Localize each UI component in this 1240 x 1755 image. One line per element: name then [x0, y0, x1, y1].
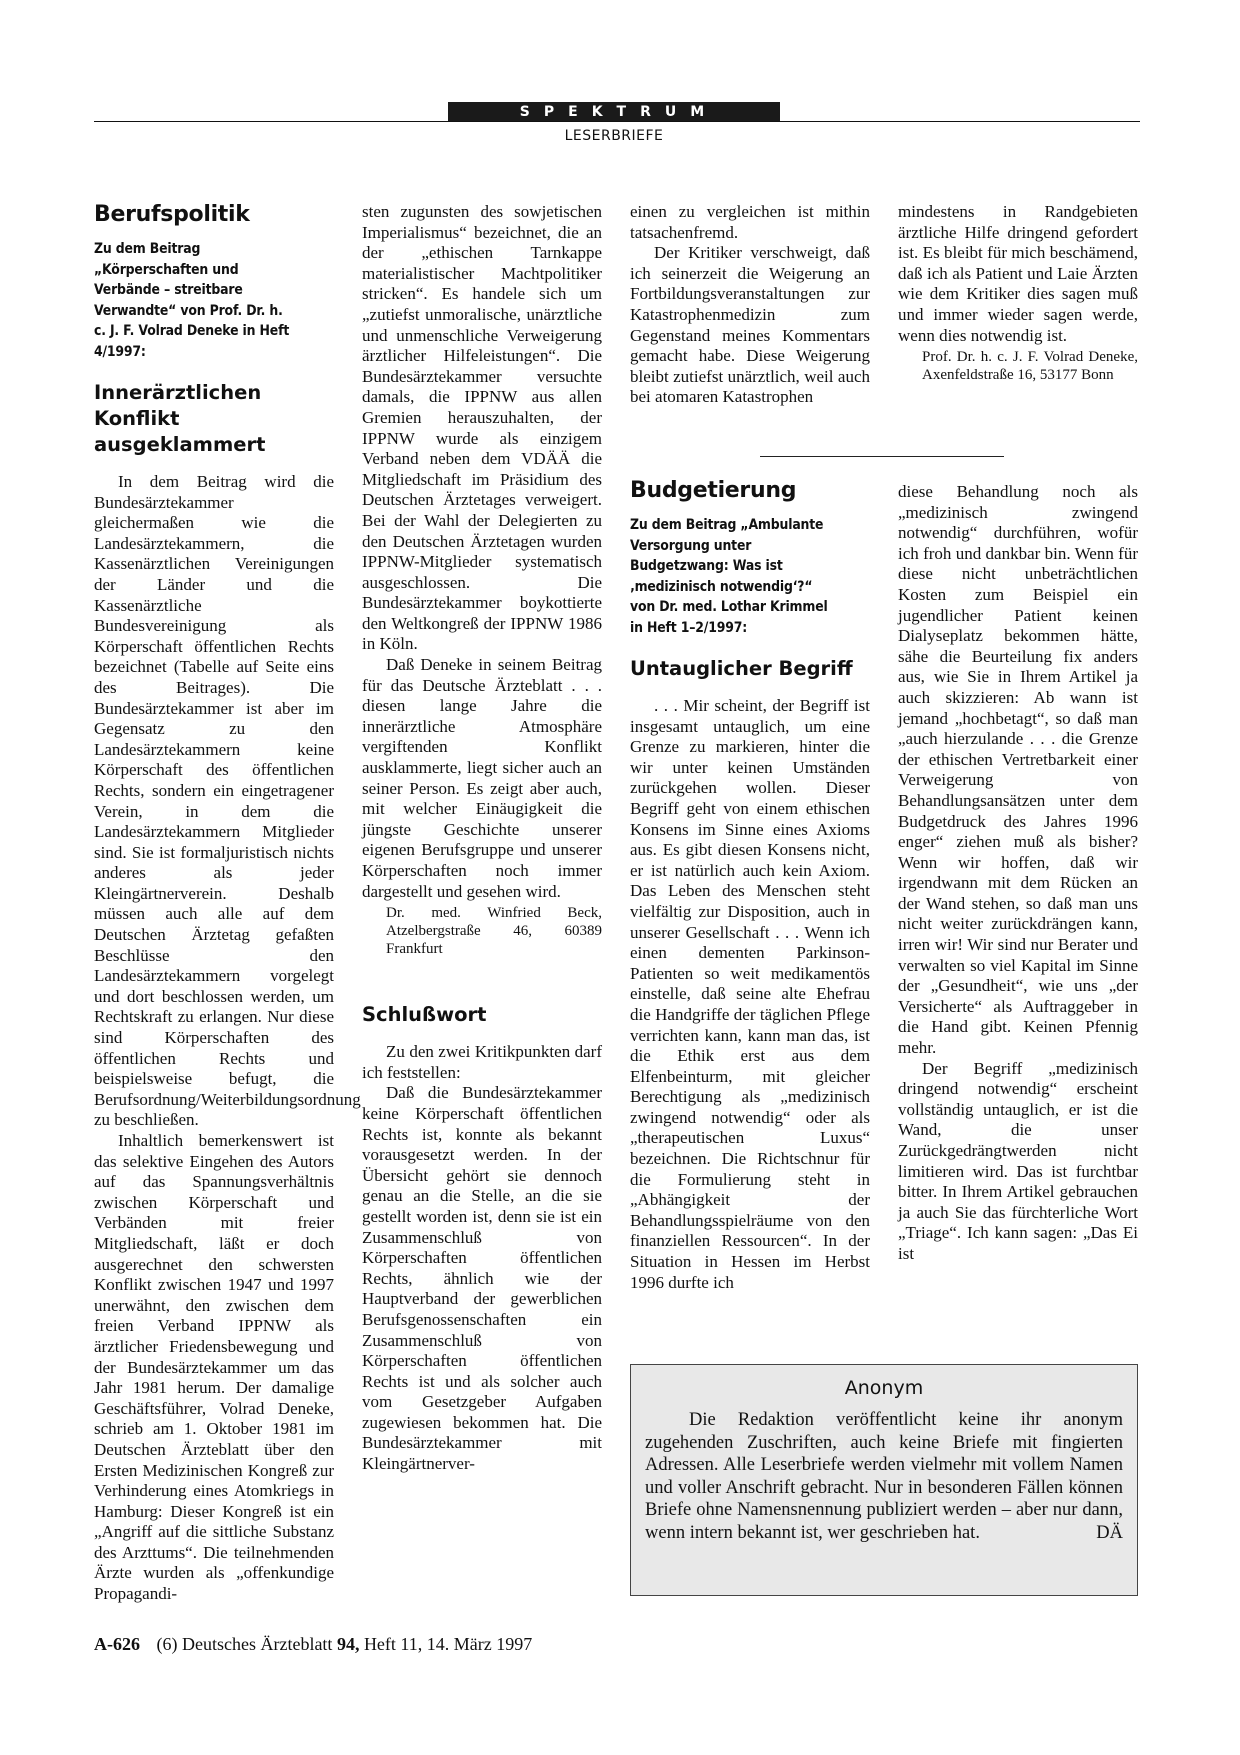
section-banner: SPEKTRUM: [448, 102, 780, 122]
section-subtitle: LESERBRIEFE: [564, 128, 664, 144]
letter-paragraph: Zu den zwei Kritikpunkten darf ich feststellen:: [362, 1042, 602, 1082]
notice-title: Anonym: [844, 1377, 924, 1399]
letter-paragraph: Daß die Bundesärztekammer keine Körperschaft öffentlichen Rechts ist, konnte als bekannt vorausgesetzt werden. In der Übersicht gehört sie dennoch genau an die Stelle, an die sie gestellt worden ist, denn sie ist ein Zusammenschluß von Körperschaften öffentlichen Rechts, ähnlich wie der Hauptverband der gewerblichen Berufsgenossenschaften ein Zusammenschluß von Körperschaften öffentlichen Rechts ist und als solcher auch vom Gesetzgeber Aufgaben zugewiesen bekommen hat. Die Bundesärztekammer mit Kleingärtnerver-: [362, 1083, 602, 1474]
anonym-notice-box: [630, 1364, 1138, 1596]
letter-paragraph: sten zugunsten des sowjetischen Imperialismus“ bezeichnet, die an der „ethischen Tarnkappe materialistischer Machtpolitiker stricken“. Es handele sich um „zutiefst unmoralische, unärztliche und unmenschliche Verweigerung ärztlicher Hilfeleistungen“. Die Bundesärztekammer versuchte damals, die IPPNW aus allen Gremien herauszuhalten, der IPPNW wurde als einzigem Verband neben dem VDÄÄ die Mitgliedschaft im Präsidium des Deutschen Ärztetages verweigert. Bei der Wahl der Delegierten zu den Deutschen Ärztetagen wurden IPPNW-Mitglieder systematisch ausgeschlossen. Die Bundesärztekammer boykottierte den Weltkongreß der IPPNW 1986 in Köln.: [362, 202, 602, 654]
letter-heading: Schlußwort: [362, 1003, 487, 1027]
letter-paragraph: Der Begriff „medizinisch dringend notwendig“ erscheint vollständig untauglich, er ist die Wand, die unser Zurückgedrängtwerden nicht limitieren wird. Das ist furchtbar bitter. In Ihrem Artikel gebrauchen ja auch Sie das fürchterliche Wort „Triage“. Ich kann sagen: „Das Ei ist: [898, 1058, 1138, 1263]
letter-paragraph: In dem Beitrag wird die Bundesärztekammer gleichermaßen wie die Landesärztekammern, die Kassenärztlichen Vereinigungen der Länder und die Kassenärztliche Bundesvereinigung als Körperschaft öffentlichen Rechts bezeichnet (Tabelle auf Seite eins des Beitrages). Die Bundesärztekammer ist aber im Gegensatz zu den Landesärztekammern keine Körperschaft des öffentlichen Rechts, sondern ein eingetragener Verein, in dem die Landesärztekammern Mitglieder sind. Sie ist formaljuristisch nichts anderes als jeder Kleingärtnerverein. Deshalb müssen auch alle auf dem Deutschen Ärztetag gefaßten Beschlüsse den Landesärztekammern vorgelegt und dort beschlossen werden, um Rechtskraft zu erlangen. Nur diese sind Körperschaften des öffentlichen Rechts und beispielsweise befugt, die Berufsordnung/Weiterbildungsordnung zu beschließen.: [94, 472, 361, 1130]
article-intro: Zu dem Beitrag „Ambulante Versorgung unter Budgetzwang: Was ist ‚medizinisch notwendig‘?“ von Dr. med. Lothar Krimmel in Heft 1–2/1997:: [630, 517, 828, 636]
journal-volume: 94,: [336, 1634, 360, 1654]
article-intro: Zu dem Beitrag „Körperschaften und Verbände – streitbare Verwandte“ von Prof. Dr. h. c. J. F. Volrad Deneke in Heft 4/1997:: [94, 241, 290, 360]
column-2: [362, 202, 602, 1475]
letter-paragraph: Der Kritiker verschweigt, daß ich seinerzeit die Weigerung an Fortbildungsveranstaltungen zur Katastrophenmedizin zum Gegenstand meines Kommentars gemacht habe. Diese Weigerung bleibt zutiefst unärztlich, weil auch bei atomaren Katastrophen: [630, 243, 870, 407]
letter-signature: Dr. med. Winfried Beck, Atzelbergstraße 46, 60389 Frankfurt: [386, 905, 602, 958]
letter-heading: Innerärztlichen Konflikt ausgeklammert: [94, 381, 266, 456]
letter-paragraph: Daß Deneke in seinem Beitrag für das Deutsche Ärzteblatt . . . diesen lange Jahre die innerärztliche Atmosphäre vergiftenden Konflikt ausklammerte, liegt sicher auch an seiner Person. Es zeigt aber auch, mit welcher Einäugigkeit die jüngste Geschichte unserer eigenen Berufsgruppe und unserer Körperschaften noch immer dargestellt und gesehen wird.: [362, 655, 602, 901]
letter-paragraph: . . . Mir scheint, der Begriff ist insgesamt untauglich, um eine Grenze zu markieren, hinter die wir unter keinen Umständen zurückgehen wollen. Dieser Begriff geht von einem ethischen Konsens im Sinne eines Axioms aus. Es gibt diesen Konsens nicht, er ist natürlich auch kein Axiom. Das Leben des Menschen steht vielfältig zur Disposition, auch in unserer Gesellschaft . . . Wenn ich einen dementen Parkinson-Patienten so weit medikamentös einstelle, daß seine alte Ehefrau die Handgriffe der täglichen Pflege verrichten kann, kann man das, ist die Ethik erst aus dem Elfenbeinturm, mit gleicher Berechtigung als „medizinisch zwingend notwendig“ oder als „therapeutischen Luxus“ bezeichnen. Die Richtschnur für die Formulierung steht in „Abhängigkeit der Behandlungsspielräume von den finanziellen Ressourcen“. In der Situation in Hessen im Herbst 1996 durfte ich: [630, 696, 870, 1292]
article-title-budgetierung: Budgetierung: [630, 478, 797, 503]
column-3: [630, 202, 870, 408]
column-3-lower: [630, 478, 870, 1293]
letter-heading: Untauglicher Begriff: [630, 657, 853, 680]
letter-paragraph: diese Behandlung noch als „medizinisch zwingend notwendig“ durchführen, wofür ich froh und dankbar bin. Wenn für diese nicht unbeträchtlichen Kosten zum Beispiel ein jugendlicher Patient keinen Dialyseplatz bekommen hätte, sähe die Beurteilung fix anders aus, wie Sie in Ihrem Artikel ja auch skizzieren: Ab wann ist jemand „hochbetagt“, so daß man „auch hierzulande . . . die Grenze der ethischen Vertretbarkeit einer Verweigerung von Behandlungsansätzen unter dem Budgetdruck des Jahres 1996 enger“ ziehen muß als bisher? Wenn wir hoffen, daß wir irgendwann mit dem Rücken an der Wand stehen, so daß man uns nicht weiter zurückdrängen kann, irren wir! Wir sind nur Berater und verwalten so viel Kapital im Sinne der „Gesundheit“, wie uns „der Versicherte“ als Auftraggeber in die Hand gibt. Keinen Pfennig mehr.: [898, 482, 1138, 1058]
article-title-berufspolitik: Berufspolitik: [94, 202, 250, 227]
issue-date: Heft 11, 14. März 1997: [363, 1634, 533, 1654]
letter-paragraph: Inhaltlich bemerkenswert ist das selektive Eingehen des Autors auf das Spannungsverhältnis zwischen Körperschaft und Verbänden mit freier Mitgliedschaft, läßt er doch ausgerechnet den schwersten Konflikt zwischen 1947 und 1997 unerwähnt, den zwischen dem freien Verband IPPNW als ärztlicher Friedensbewegung und der Bundesärztekammer um das Jahr 1981 herum. Der damalige Geschäftsführer, Volrad Deneke, schrieb am 1. Oktober 1981 im Deutschen Ärzteblatt über den Ersten Medizinischen Kongreß zur Verhinderung eines Atomkriegs in Hamburg: Dieser Kongreß ist ein „Angriff auf die sittliche Substanz des Arzttums“. Die teilnehmenden Ärzte wurden als „offenkundige Propagandi-: [94, 1131, 334, 1604]
article-divider: [760, 456, 1004, 457]
column-4: [898, 202, 1138, 384]
column-4-lower: [898, 482, 1138, 1265]
journal-name: (6) Deutsches Ärzteblatt: [156, 1634, 333, 1654]
letter-signature: Prof. Dr. h. c. J. F. Volrad Deneke, Axenfeldstraße 16, 53177 Bonn: [922, 349, 1138, 384]
letter-paragraph: einen zu vergleichen ist mithin tatsachenfremd.: [630, 202, 870, 242]
notice-body: Die Redaktion veröffentlicht keine ihr anonym zugehenden Zuschriften, auch keine Briefe mit fingierten Adressen. Alle Leserbriefe werden vielmehr mit vollem Namen und voller Anschrift gebracht. Nur in besonderen Fällen können Briefe ohne Namensnennung publiziert werden – aber nur dann, wenn intern bekannt ist, wer geschrieben hat.: [645, 1410, 1123, 1543]
page-number: A-626: [94, 1634, 140, 1654]
page-footer: [94, 1634, 532, 1655]
column-1: [94, 202, 361, 1605]
header-rule: [94, 121, 1140, 122]
letter-paragraph: mindestens in Randgebieten ärztliche Hilfe dringend gefordert ist. Es bleibt für mich beschämend, daß ich als Patient und Laie Ärzten wie dem Kritiker dies sagen muß und immer wieder sagen werde, wenn dies notwendig ist.: [898, 202, 1138, 345]
notice-text: [645, 1409, 1123, 1545]
notice-signature: DÄ: [1096, 1522, 1123, 1543]
